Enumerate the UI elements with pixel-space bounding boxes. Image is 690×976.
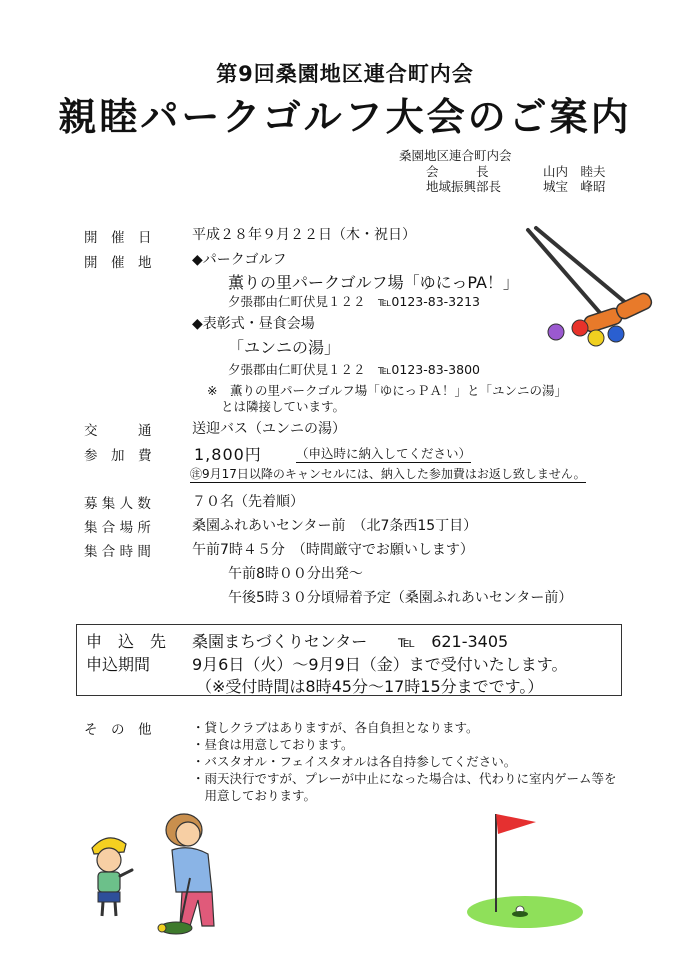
sender-role-1: 会 長 [426,164,489,179]
transport-label: 交 通 [84,423,152,439]
page-title: 親睦パークゴルフ大会のご案内 [58,95,632,139]
apply-period-label: 申込期間 [86,655,151,674]
meet-time-value: 午前7時４５分 （時間厳守でお願いします） [192,542,474,558]
date-label: 開 催 日 [84,230,152,246]
apply-tel: ℡ 621-3405 [398,632,509,651]
apply-period-value: 9月6日（火）～9月9日（金）まで受付いたします。 [192,655,568,674]
child-illustration [78,830,158,920]
fee-payment-note: （申込時に納入してください） [296,446,472,461]
meet-place-label: 集 合 場 所 [84,520,151,536]
meet-place-value: 桑園ふれあいセンター前 （北7条西15丁目） [192,518,478,534]
golf-clubs-illustration [520,224,660,354]
capacity-label: 募 集 人 数 [84,496,151,512]
venue2-address: 夕張郡由仁町伏見１２２ ℡0123-83-3800 [228,362,480,377]
capacity-value: ７０名（先着順） [192,494,304,510]
other-item: 用意しております。 [192,788,317,803]
venue2-heading: ◆表彰式・昼食会場 [192,316,315,332]
venue1-name: 薫りの里パークゴルフ場「ゆにっPA！」 [228,273,519,292]
transport-value: 送迎バス（ユンニの湯） [192,421,346,437]
meet-time-label: 集 合 時 間 [84,544,151,560]
sender-name-2: 城宝 峰昭 [543,179,606,194]
apply-to-value: 桑園まちづくりセンター [192,632,368,651]
venue1-heading: ◆パークゴルフ [192,252,287,268]
sender-name-1: 山内 睦夫 [543,164,606,179]
venue-note-1: ※ 薫りの里パークゴルフ場「ゆにっＰＡ！」と「ユンニの湯」 [207,383,567,398]
other-item: ・貸しクラブはありますが、各自負担となります。 [192,720,479,735]
other-item: ・バスタオル・フェイスタオルは各自持参してください。 [192,754,517,769]
flag-green-illustration [460,806,590,936]
venue-note-2: とは隣接しています。 [221,399,346,414]
sender-org: 桑園地区連合町内会 [399,148,512,163]
sender-role-2: 地域振興部長 [426,179,502,194]
other-label: そ の 他 [84,722,152,738]
apply-to-label: 申 込 先 [86,632,167,651]
other-item: ・雨天決行ですが、プレーが中止になった場合は、代わりに室内ゲーム等を [192,771,617,786]
departure-time: 午前8時００分出発～ [228,566,363,582]
fee-label: 参 加 費 [84,448,152,464]
apply-period-note: （※受付時間は8時45分～17時15分までです。） [196,677,544,696]
woman-golfer-illustration [150,808,250,938]
venue2-name: 「ユンニの湯」 [228,338,341,357]
venue1-address: 夕張郡由仁町伏見１２２ ℡0123-83-3213 [228,294,480,309]
return-time: 午後5時３０分頃帰着予定（桑園ふれあいセンター前） [228,590,573,606]
other-item: ・昼食は用意しております。 [192,737,354,752]
event-subtitle: 第9回桑園地区連合町内会 [216,62,474,86]
cancel-policy: ㊟9月17日以降のキャンセルには、納入した参加費はお返し致しません。 [190,467,586,481]
fee-value: 1,800円 [194,445,262,464]
venue-label: 開 催 地 [84,255,152,271]
date-value: 平成２８年９月２２日（木・祝日） [192,227,416,243]
